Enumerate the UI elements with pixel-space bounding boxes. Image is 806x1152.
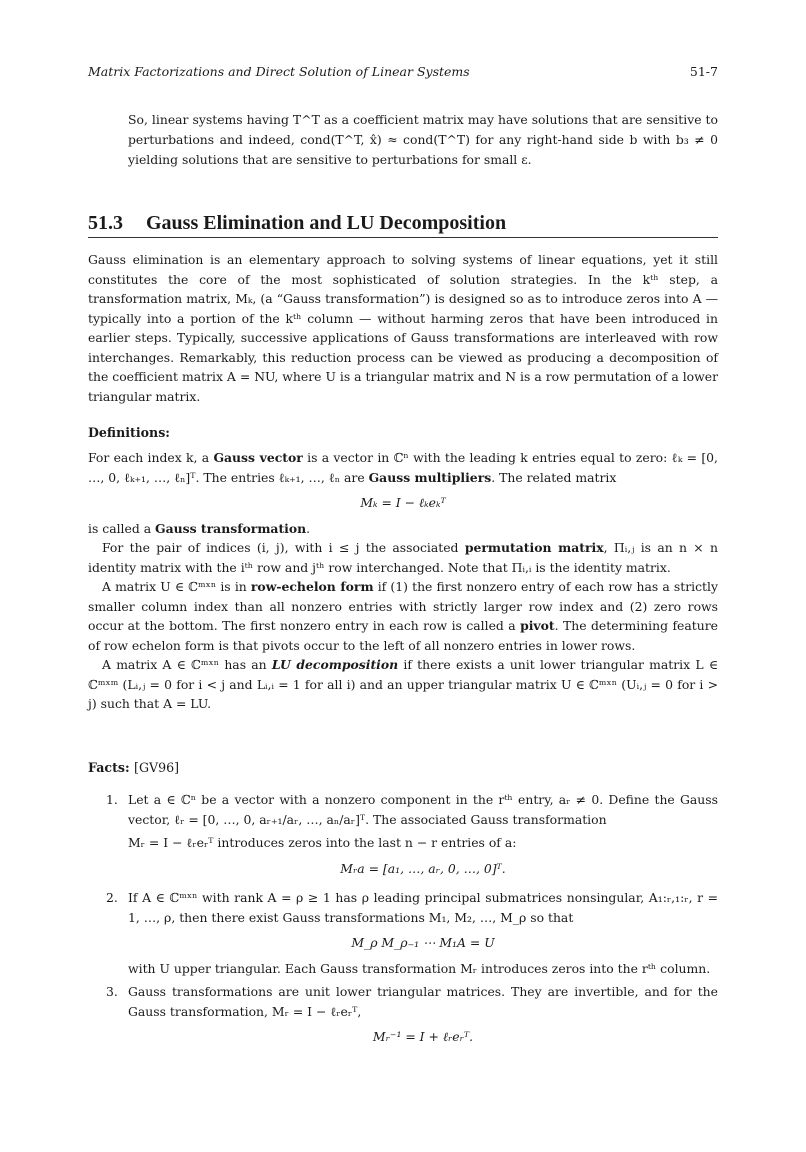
section-paragraph: Gauss elimination is an elementary approach to solving systems of linear equations, yet it still constitutes the core of the most sophisticated of solution strategies. In the kᵗʰ step, a transformation matrix, Mₖ, (a “Gauss transformation”) is designed so as to introduce zeros into A — typically into a portion of the kᵗʰ column — without harming zeros that have been introduced in earlier steps. Typically, successive applications of Gauss transformations are interleaved with row interchanges. Remarkably, this reduction process can be viewed as producing a decomposition of the coefficient matrix A = NU, where U is a triangular matrix and N is a row permutation of a lower triangular matrix.	[88, 252, 718, 404]
def-term: LU decomposition	[271, 657, 399, 672]
definition-row-echelon	[88, 577, 718, 655]
def-term: Gauss multipliers	[368, 469, 492, 485]
def-text: A matrix A ∈ ℂᵐˣⁿ has an	[102, 657, 272, 672]
def-text: is called a	[88, 520, 156, 536]
page-number: 51-7	[689, 64, 718, 79]
fact-text: If A ∈ ℂᵐˣⁿ with rank A = ρ ≥ 1 has ρ leading principal submatrices nonsingular, A₁:ᵣ,₁:ᵣ, r = 1, …, ρ, then there exist Gauss transformations M₁, M₂, …, M_ρ so that	[128, 890, 718, 925]
display-equation: Mₖ = I − ℓₖeₖᵀ	[360, 495, 446, 510]
def-text: For each index k, a	[88, 450, 214, 465]
facts-label	[88, 760, 179, 775]
section-heading	[88, 212, 718, 238]
display-equation: Mᵣ⁻¹ = I + ℓᵣeᵣᵀ.	[372, 1029, 474, 1044]
fact-item	[106, 888, 718, 978]
running-title: Matrix Factorizations and Direct Solution of Linear Systems	[88, 64, 470, 79]
intro-paragraph: So, linear systems having T^T as a coefficient matrix may have solutions that are sensitive to perturbations and indeed, cond(T^T, x̂) ≈ cond(T^T) for any right-hand side b with b₃ ≠ 0 yielding solutions that are sensitive to perturbations for small ε.	[128, 112, 718, 167]
def-term: Gauss transformation	[155, 520, 307, 536]
definition-permutation-matrix	[88, 538, 718, 577]
display-equation: M_ρ M_ρ₋₁ ⋯ M₁A = U	[351, 935, 495, 950]
definition-lu-decomposition	[88, 655, 718, 714]
def-text: . The determining feature of row echelon form is that pivots occur to the left of all nonzero entries in lower rows.	[88, 618, 718, 653]
fact-text: Mᵣ = I − ℓᵣeᵣᵀ introduces zeros into the last n − r entries of a:	[128, 835, 517, 850]
running-header	[88, 64, 718, 79]
def-text: . The related matrix	[491, 469, 617, 485]
def-term: Gauss vector	[213, 450, 303, 465]
fact-text: with U upper triangular. Each Gauss transformation Mᵣ introduces zeros into the rᵗʰ column.	[128, 960, 711, 976]
def-text: if there exists a unit lower triangular matrix L ∈ ℂᵐˣᵐ (Lᵢ,ⱼ = 0 for i < j and Lᵢ,ᵢ = 1 for all i) and an upper triangular matrix U ∈ ℂᵐˣⁿ (Uᵢ,ⱼ = 0 for i > j) such that A = LU.	[88, 657, 719, 711]
def-term: permutation matrix	[464, 540, 604, 555]
fact-number: 2.	[106, 890, 118, 905]
fact-text: Let a ∈ ℂⁿ be a vector with a nonzero component in the rᵗʰ entry, aᵣ ≠ 0. Define the Gauss vector, ℓᵣ = [0, …, 0, aᵣ₊₁/aᵣ, …, aₙ/aᵣ]ᵀ. The associated Gauss transformation	[128, 792, 718, 827]
def-text: A matrix U ∈ ℂᵐˣⁿ is in	[102, 579, 251, 594]
def-text: For the pair of indices (i, j), with i ≤ j the associated	[102, 540, 465, 555]
definition-gauss-vector	[88, 448, 718, 487]
def-term: pivot	[520, 618, 555, 633]
definition-gauss-transformation	[88, 519, 718, 539]
def-text: is a vector in ℂⁿ with the leading k entries equal to zero: ℓₖ = [0, …, 0, ℓₖ₊₁, …, ℓₙ]ᵀ. The entries ℓₖ₊₁, …, ℓₙ are	[88, 450, 718, 485]
fact-item	[106, 982, 718, 1053]
fact-number: 3.	[106, 984, 118, 999]
fact-text: Gauss transformations are unit lower triangular matrices. They are invertible, and for the Gauss transformation, Mᵣ = I − ℓᵣeᵣᵀ,	[128, 984, 718, 1019]
fact-item	[106, 790, 718, 884]
section-title: Gauss Elimination and LU Decomposition	[146, 212, 507, 234]
definitions-block	[88, 448, 718, 714]
def-text: .	[306, 520, 311, 536]
def-term: row-echelon form	[250, 579, 374, 594]
def-text: if (1) the first nonzero entry of each row has a strictly smaller column index than all nonzero entries with strictly larger row index and (2) zero rows occur at the bottom. The first nonzero entry in each row is called a	[88, 579, 718, 633]
display-equation: Mᵣa = [a₁, …, aᵣ, 0, …, 0]ᵀ.	[340, 860, 506, 876]
facts-list	[106, 790, 718, 1057]
def-text: , Πᵢ,ⱼ is an n × n identity matrix with the iᵗʰ row and jᵗʰ row interchanged. Note that Πᵢ,ᵢ is the identity matrix.	[88, 540, 718, 575]
facts-heading: Facts:	[88, 760, 130, 775]
section-number: 51.3	[88, 212, 123, 234]
definitions-label: Definitions:	[88, 425, 170, 440]
facts-citation: [GV96]	[134, 760, 180, 775]
fact-number: 1.	[106, 792, 118, 807]
